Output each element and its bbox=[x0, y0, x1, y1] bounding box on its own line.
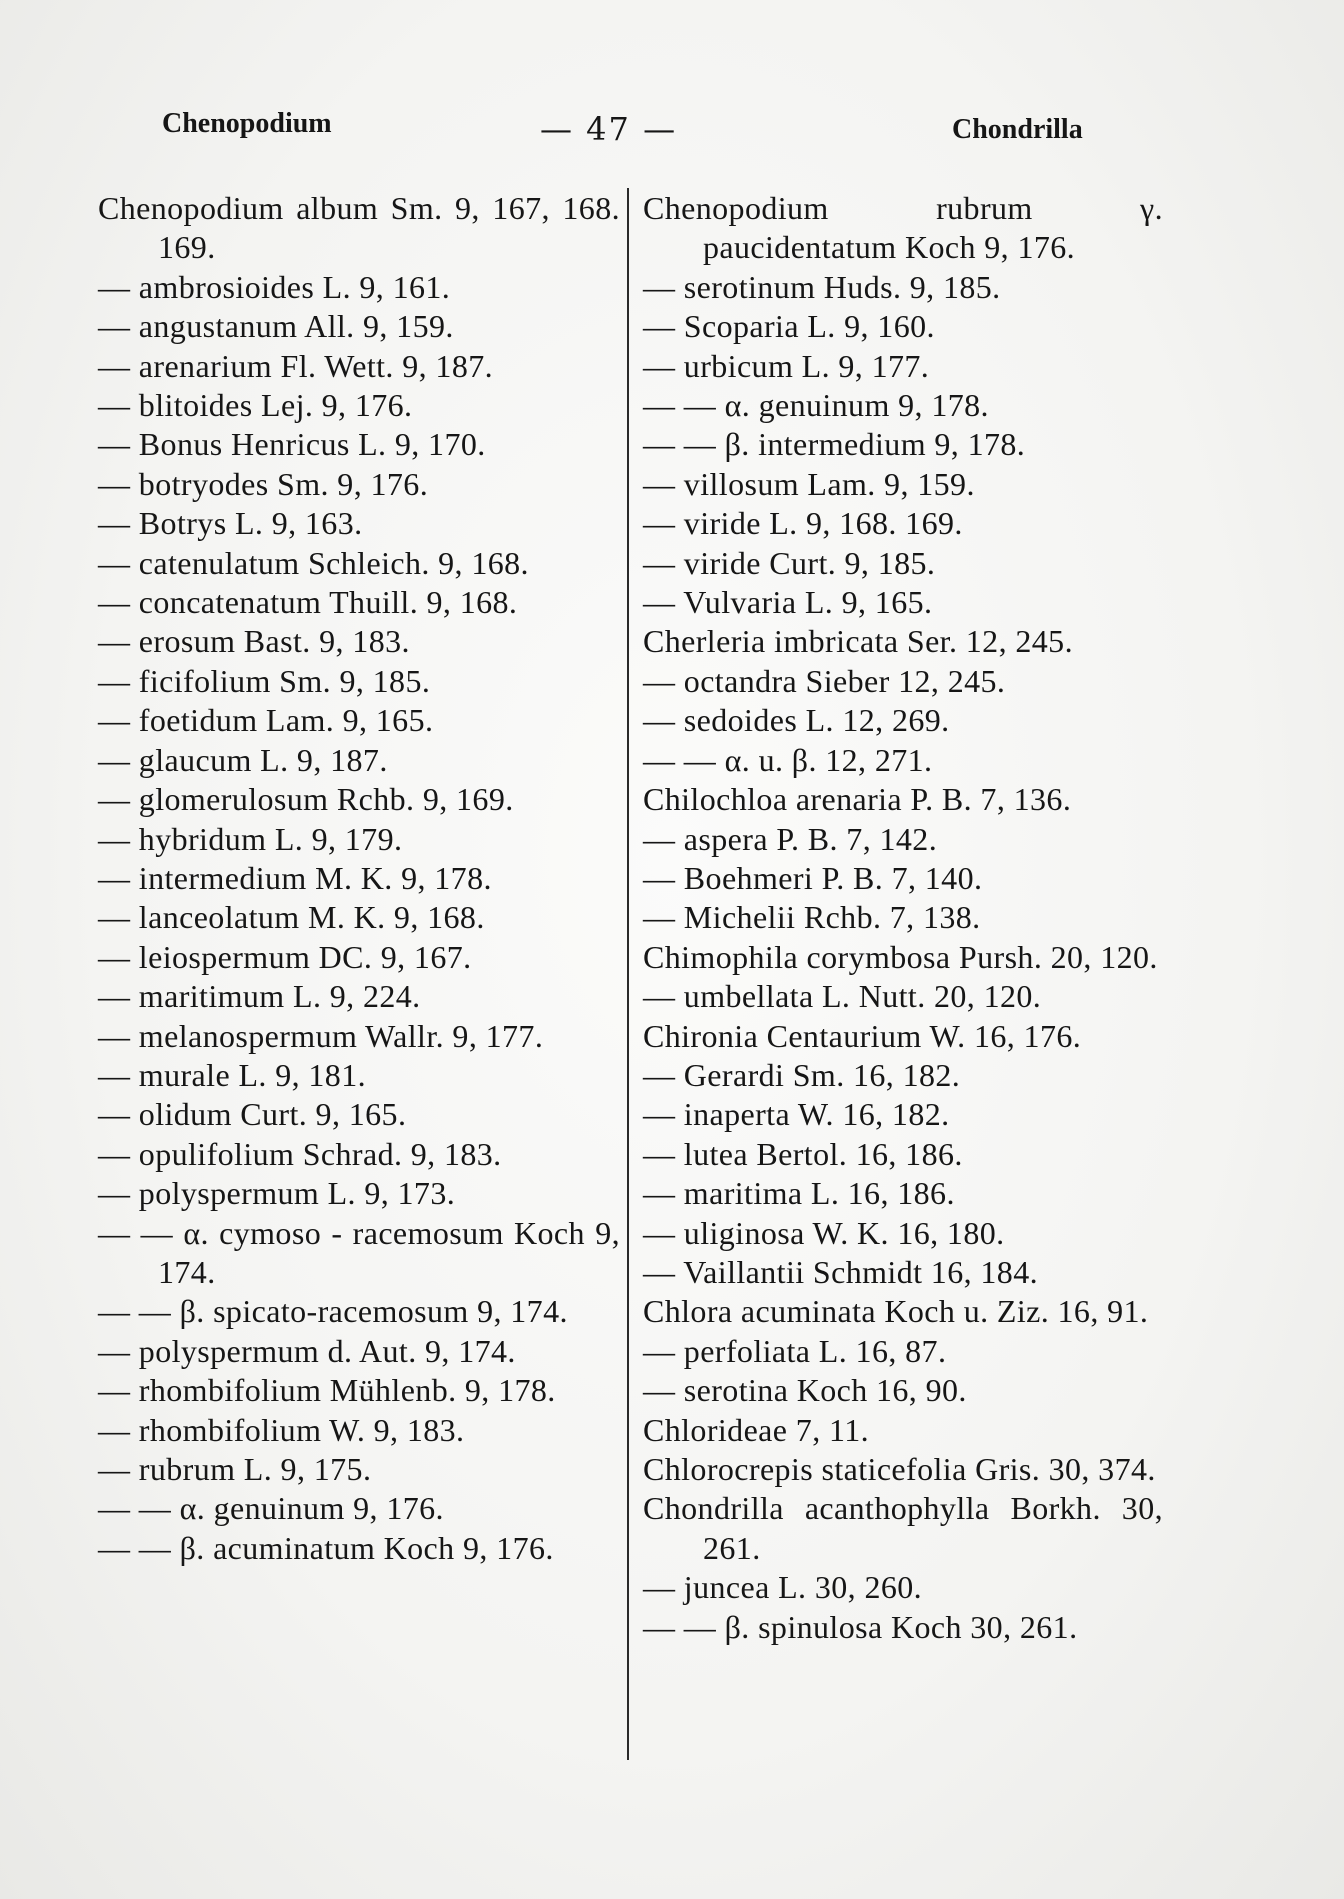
running-head-right: Chondrilla bbox=[952, 114, 1083, 145]
index-entry: Cherleria imbricata Ser. 12, 245. bbox=[643, 623, 1073, 660]
index-entry: Chenopodium rubrum γ. paucidentatum Koch 9, 176. bbox=[643, 190, 1163, 266]
index-entry: Chondrilla acanthophylla Borkh. 30, 261. bbox=[643, 1490, 1163, 1566]
index-entry: — Gerardi Sm. 16, 182. bbox=[643, 1056, 961, 1093]
index-entry: Chilochloa arenaria P. B. 7, 136. bbox=[643, 781, 1072, 818]
index-entry: — urbicum L. 9, 177. bbox=[643, 347, 930, 384]
running-head-left: Chenopodium bbox=[162, 108, 332, 139]
index-entry: — Bonus Henricus L. 9, 170. bbox=[98, 426, 486, 463]
index-entry: — erosum Bast. 9, 183. bbox=[98, 623, 410, 660]
index-entry: Chlorideae 7, 11. bbox=[643, 1411, 870, 1448]
index-entry: — — β. intermedium 9, 178. bbox=[643, 426, 1026, 463]
index-entry: — — β. spinulosa Koch 30, 261. bbox=[643, 1608, 1078, 1645]
index-entry: — umbellata L. Nutt. 20, 120. bbox=[643, 978, 1042, 1015]
index-entry: — blitoides Lej. 9, 176. bbox=[98, 387, 413, 424]
index-entry: — angustanum All. 9, 159. bbox=[98, 308, 454, 345]
index-entry: — inaperta W. 16, 182. bbox=[643, 1096, 950, 1133]
index-entry: — melanospermum Wallr. 9, 177. bbox=[98, 1017, 544, 1054]
index-entry: — murale L. 9, 181. bbox=[98, 1056, 366, 1093]
index-entry: — aspera P. B. 7, 142. bbox=[643, 820, 938, 857]
index-entry: — octandra Sieber 12, 245. bbox=[643, 662, 1006, 699]
index-entry: — — α. u. β. 12, 271. bbox=[643, 741, 933, 778]
index-entry: — intermedium M. K. 9, 178. bbox=[98, 859, 492, 896]
index-entry: — viride L. 9, 168. 169. bbox=[643, 505, 963, 542]
index-entry: — sedoides L. 12, 269. bbox=[643, 702, 950, 739]
index-entry: — foetidum Lam. 9, 165. bbox=[98, 702, 434, 739]
index-column-right bbox=[643, 189, 1163, 1647]
index-entry: — serotinum Huds. 9, 185. bbox=[643, 268, 1001, 305]
index-entry: — Vulvaria L. 9, 165. bbox=[643, 584, 933, 621]
index-entry: — — β. acuminatum Koch 9, 176. bbox=[98, 1529, 554, 1566]
column-divider bbox=[627, 188, 629, 1760]
index-entry: — botryodes Sm. 9, 176. bbox=[98, 465, 429, 502]
index-entry: Chenopodium album Sm. 9, 167, 168. 169. bbox=[98, 190, 620, 266]
index-entry: — lutea Bertol. 16, 186. bbox=[643, 1135, 963, 1172]
index-entry: — Botrys L. 9, 163. bbox=[98, 505, 363, 542]
index-entry: — Vaillantii Schmidt 16, 184. bbox=[643, 1253, 1039, 1290]
index-entry: — rhombifolium Mühlenb. 9, 178. bbox=[98, 1372, 556, 1409]
index-entry: — polyspermum d. Aut. 9, 174. bbox=[98, 1332, 516, 1369]
index-entry: Chironia Centaurium W. 16, 176. bbox=[643, 1017, 1082, 1054]
index-entry: — villosum Lam. 9, 159. bbox=[643, 465, 975, 502]
index-entry: Chimophila corymbosa Pursh. 20, 120. bbox=[643, 938, 1158, 975]
index-entry: — perfoliata L. 16, 87. bbox=[643, 1332, 947, 1369]
index-entry: — hybridum L. 9, 179. bbox=[98, 820, 403, 857]
index-entry: — — α. genuinum 9, 178. bbox=[643, 387, 989, 424]
page-number: — 47 — bbox=[540, 110, 678, 148]
index-column-left bbox=[98, 189, 620, 1568]
index-entry: — rhombifolium W. 9, 183. bbox=[98, 1411, 465, 1448]
index-entry: — polyspermum L. 9, 173. bbox=[98, 1175, 456, 1212]
index-entry: — arenarium Fl. Wett. 9, 187. bbox=[98, 347, 494, 384]
index-entry: — Scoparia L. 9, 160. bbox=[643, 308, 935, 345]
index-entry: — maritima L. 16, 186. bbox=[643, 1175, 955, 1212]
index-entry: — glomerulosum Rchb. 9, 169. bbox=[98, 781, 514, 818]
index-entry: — — β. spicato-racemosum 9, 174. bbox=[98, 1293, 568, 1330]
index-entry: — leiospermum DC. 9, 167. bbox=[98, 938, 472, 975]
index-entry: — viride Curt. 9, 185. bbox=[643, 544, 936, 581]
index-entry: — Michelii Rchb. 7, 138. bbox=[643, 899, 981, 936]
index-entry: — glaucum L. 9, 187. bbox=[98, 741, 388, 778]
index-entry: — — α. genuinum 9, 176. bbox=[98, 1490, 444, 1527]
index-entry: — serotina Koch 16, 90. bbox=[643, 1372, 967, 1409]
index-entry: — uliginosa W. K. 16, 180. bbox=[643, 1214, 1005, 1251]
index-entry: — opulifolium Schrad. 9, 183. bbox=[98, 1135, 502, 1172]
page-header bbox=[0, 100, 1344, 160]
index-entry: Chlora acuminata Koch u. Ziz. 16, 91. bbox=[643, 1293, 1149, 1330]
index-entry: — juncea L. 30, 260. bbox=[643, 1569, 923, 1606]
index-entry: — olidum Curt. 9, 165. bbox=[98, 1096, 407, 1133]
index-entry: — rubrum L. 9, 175. bbox=[98, 1451, 372, 1487]
index-entry: — ficifolium Sm. 9, 185. bbox=[98, 662, 431, 699]
index-entry: — Boehmeri P. B. 7, 140. bbox=[643, 859, 983, 896]
index-entry: — ambrosioides L. 9, 161. bbox=[98, 268, 451, 305]
index-entry: — maritimum L. 9, 224. bbox=[98, 978, 421, 1015]
index-entry: — concatenatum Thuill. 9, 168. bbox=[98, 584, 518, 621]
index-entry: — lanceolatum M. K. 9, 168. bbox=[98, 899, 485, 936]
index-entry: — — α. cymoso - racemosum Koch 9, 174. bbox=[98, 1214, 620, 1290]
index-entry: Chlorocrepis staticefolia Gris. 30, 374. bbox=[643, 1451, 1156, 1487]
index-entry: — catenulatum Schleich. 9, 168. bbox=[98, 544, 529, 581]
